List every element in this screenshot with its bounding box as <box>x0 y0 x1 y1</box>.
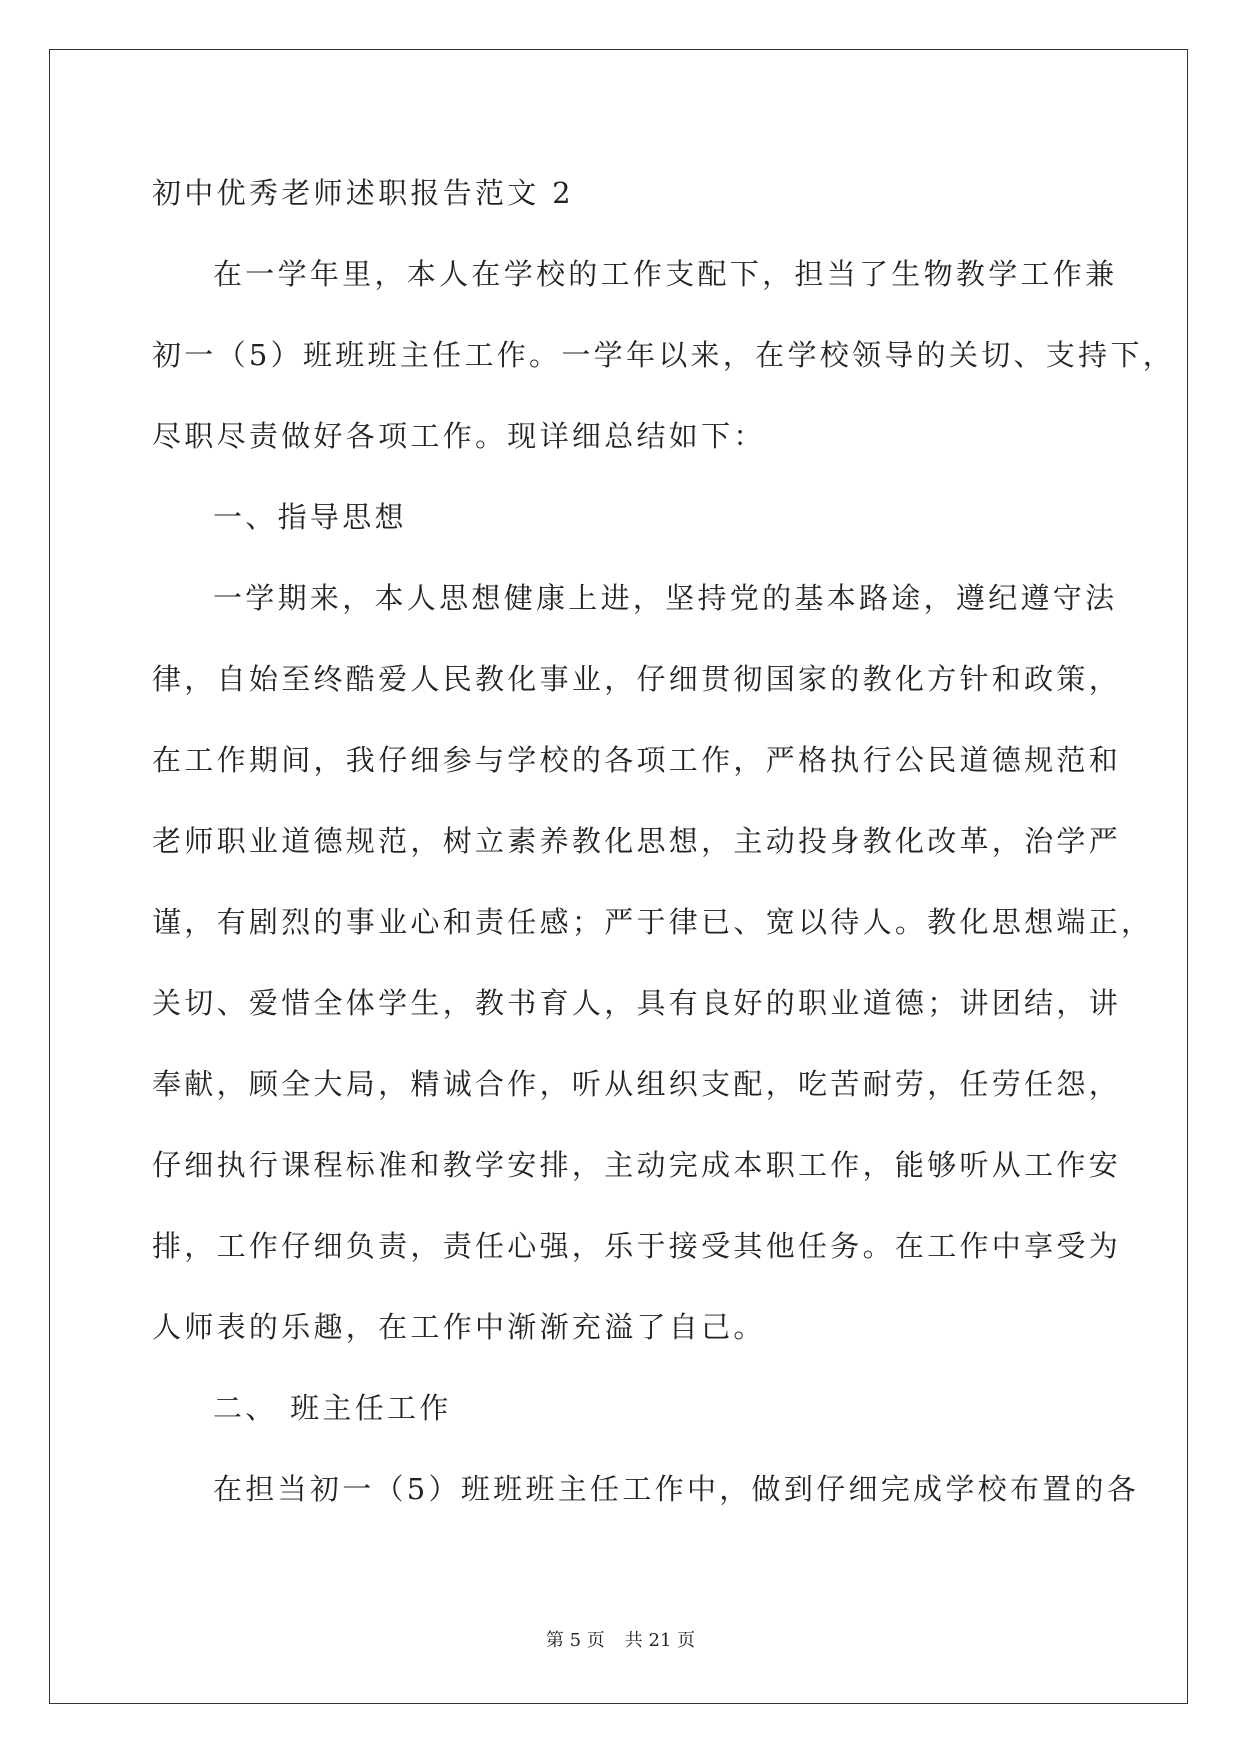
text-line: 老师职业道德规范，树立素养教化思想，主动投身教化改革，治学严 <box>152 824 1122 858</box>
text-line: 律，自始至终酷爱人民教化事业，仔细贯彻国家的教化方针和政策， <box>152 662 1122 696</box>
text-line: 关切、爱惜全体学生，教书育人，具有良好的职业道德；讲团结，讲 <box>152 986 1122 1020</box>
page-footer <box>0 1626 1241 1652</box>
total-pages: 共 21 页 <box>624 1630 696 1651</box>
text-line: 谨，有剧烈的事业心和责任感；严于律已、宽以待人。教化思想端正， <box>152 905 1154 939</box>
text-line: 一、指导思想 <box>213 500 407 534</box>
document-body <box>152 153 1176 1530</box>
text-line: 在担当初一（5）班班班主任工作中，做到仔细完成学校布置的各 <box>213 1472 1140 1506</box>
text-line: 人师表的乐趣，在工作中渐渐充溢了自己。 <box>152 1310 766 1344</box>
page-number: 第 5 页 <box>545 1630 605 1651</box>
text-line: 尽职尽责做好各项工作。现详细总结如下： <box>152 419 766 453</box>
text-line: 仔细执行课程标准和教学安排，主动完成本职工作，能够听从工作安 <box>152 1148 1122 1182</box>
text-line: 奉献，顾全大局，精诚合作，听从组织支配，吃苦耐劳，任劳任怨， <box>152 1067 1122 1101</box>
text-line: 在一学年里，本人在学校的工作支配下，担当了生物教学工作兼 <box>213 257 1118 291</box>
text-line: 二、 班主任工作 <box>213 1391 452 1425</box>
text-line: 初一（5）班班班主任工作。一学年以来，在学校领导的关切、支持下， <box>152 338 1176 372</box>
document-title: 初中优秀老师述职报告范文 2 <box>152 176 574 210</box>
text-line: 在工作期间，我仔细参与学校的各项工作，严格执行公民道德规范和 <box>152 743 1122 777</box>
text-line: 一学期来，本人思想健康上进，坚持党的基本路途，遵纪遵守法 <box>213 581 1118 615</box>
text-line: 排，工作仔细负责，责任心强，乐于接受其他任务。在工作中享受为 <box>152 1229 1122 1263</box>
